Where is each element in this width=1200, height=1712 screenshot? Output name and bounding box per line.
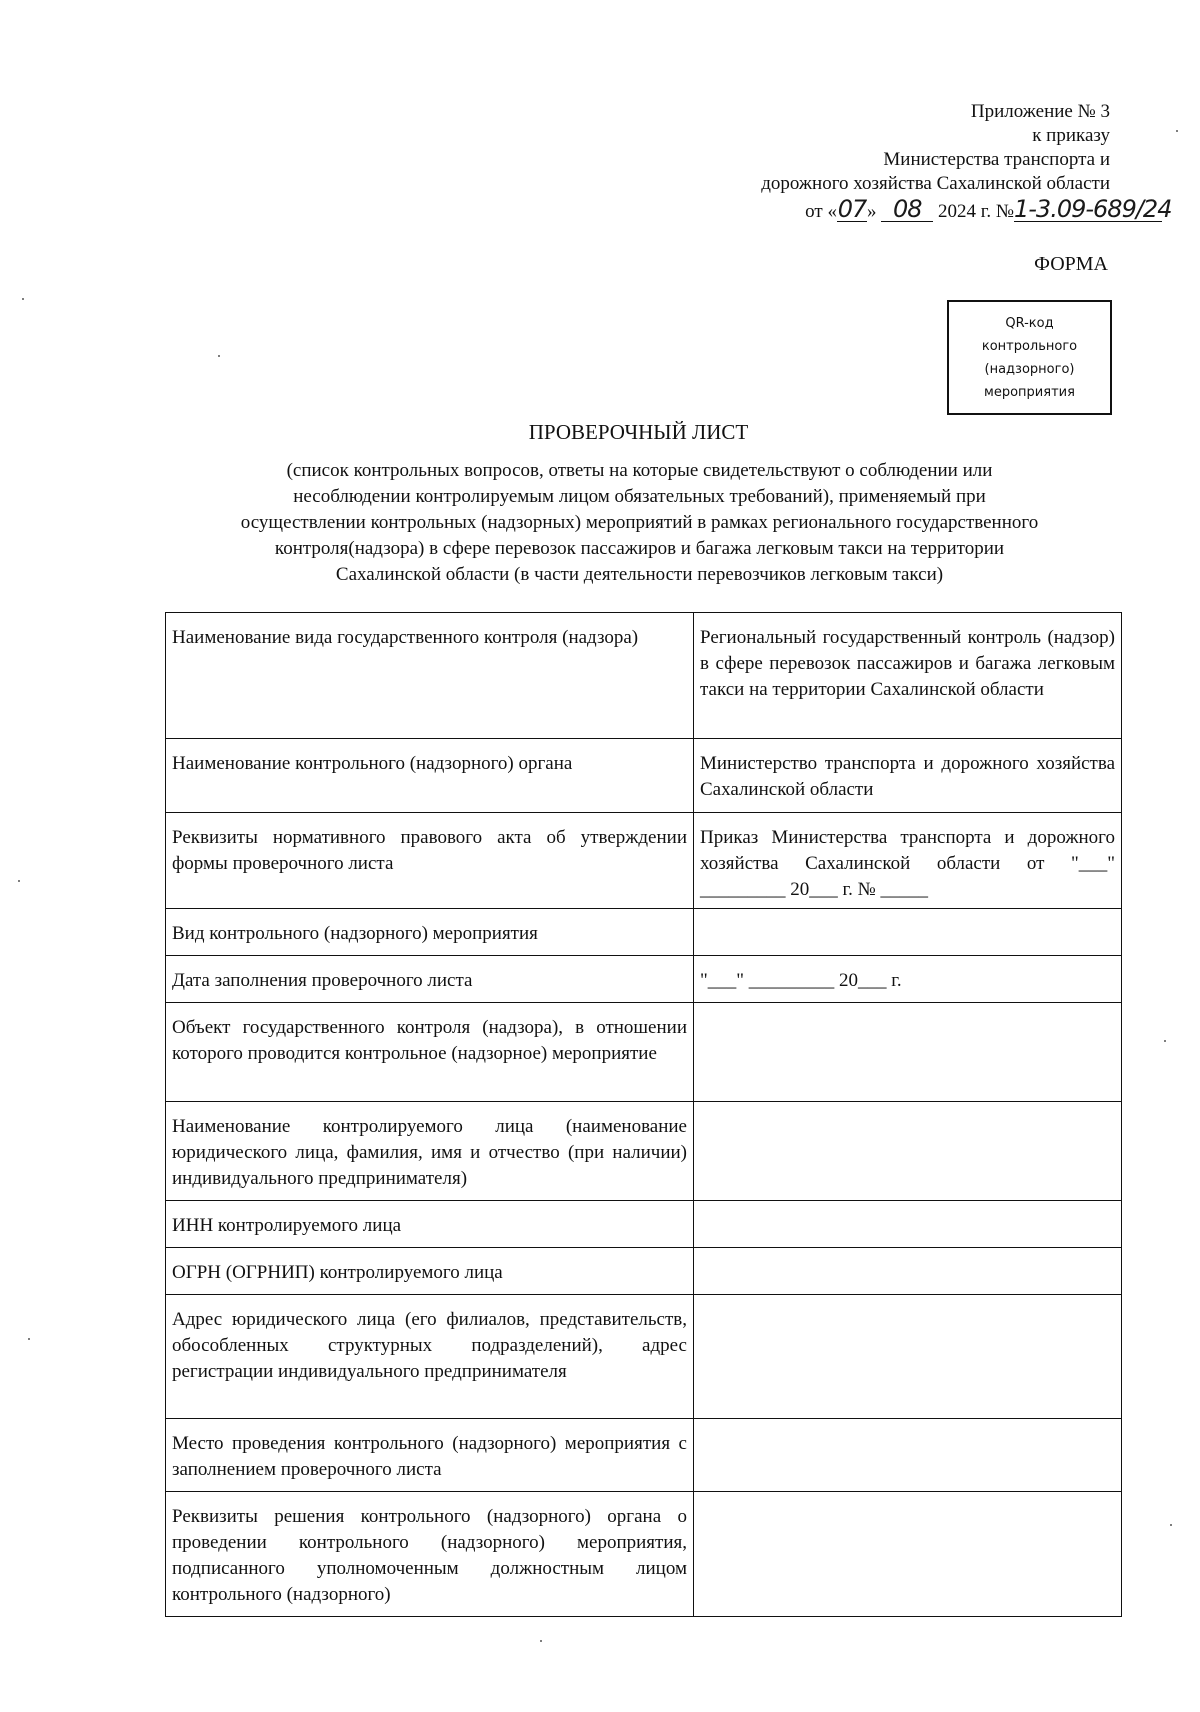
row-value (694, 1201, 1122, 1248)
row-value (694, 1419, 1122, 1492)
date-day-handwritten: 07 (837, 195, 867, 223)
table-row (166, 1102, 1122, 1201)
scan-speck (1170, 1524, 1172, 1526)
date-year: 2024 г. № (937, 201, 1014, 222)
table-row (166, 909, 1122, 956)
row-label: ИНН контролируемого лица (166, 1201, 694, 1248)
row-value: Региональный государственный контроль (надзор) в сфере перевозок пассажиров и багажа легковым такси на территории Сахалинской области (694, 613, 1122, 739)
date-month-handwritten: 08 (881, 197, 933, 222)
row-label: Дата заполнения проверочного листа (166, 956, 694, 1003)
table-row (166, 1492, 1122, 1617)
table-row (166, 813, 1122, 909)
form-label: ФОРМА (1034, 253, 1108, 275)
date-prefix: от « (805, 201, 837, 222)
header-line-department: дорожного хозяйства Сахалинской области (761, 173, 1110, 194)
date-mid: » (866, 201, 877, 222)
row-value (694, 1102, 1122, 1201)
scan-speck (28, 1338, 30, 1340)
qr-box-line: (надзорного) (984, 361, 1075, 377)
row-value: Приказ Министерства транспорта и дорожного хозяйства Сахалинской области от "___" _________ 20___ г. № _____ (694, 813, 1122, 909)
row-label: Реквизиты решения контрольного (надзорного) органа о проведении контрольного (надзорного) мероприятия, подписанного уполномоченным должностным лицом контрольного (надзорного) (166, 1492, 694, 1617)
scan-speck (218, 355, 220, 357)
document-title: ПРОВЕРОЧНЫЙ ЛИСТ (528, 420, 749, 444)
table-row (166, 1295, 1122, 1419)
scan-speck (18, 880, 20, 882)
scan-speck (1164, 1040, 1166, 1042)
header-line-appendix: Приложение № 3 (970, 101, 1110, 122)
table-row (166, 739, 1122, 813)
subtitle-line: несоблюдении контролируемым лицом обязательных требований), применяемый при (293, 486, 986, 507)
table-row (166, 1248, 1122, 1295)
table-row (166, 1201, 1122, 1248)
subtitle-line: Сахалинской области (в части деятельности перевозчиков легковым такси) (335, 564, 944, 585)
row-value (694, 1295, 1122, 1419)
document-subtitle (160, 458, 1119, 588)
row-label: Адрес юридического лица (его филиалов, представительств, обособленных структурных подразделений), адрес регистрации индивидуального предпринимателя (166, 1295, 694, 1419)
row-label: Реквизиты нормативного правового акта об утверждении формы проверочного листа (166, 813, 694, 909)
order-number-handwritten: 1-3.09-689/24 (1014, 195, 1172, 223)
row-label: Объект государственного контроля (надзора), в отношении которого проводится контрольное (надзорное) мероприятие (166, 1003, 694, 1102)
row-label: Наименование контролируемого лица (наименование юридического лица, фамилия, имя и отчество (при наличии) индивидуального предпринимателя) (166, 1102, 694, 1201)
header-line-ministry: Министерства транспорта и (883, 149, 1110, 170)
row-label: ОГРН (ОГРНИП) контролируемого лица (166, 1248, 694, 1295)
table-row (166, 1419, 1122, 1492)
row-value (694, 1248, 1122, 1295)
scan-speck (540, 1640, 542, 1642)
row-label: Наименование контрольного (надзорного) органа (166, 739, 694, 813)
qr-box-line: мероприятия (984, 384, 1075, 400)
subtitle-line: (список контрольных вопросов, ответы на которые свидетельствуют о соблюдении или (286, 460, 993, 481)
row-value (694, 1492, 1122, 1617)
row-value: Министерство транспорта и дорожного хозяйства Сахалинской области (694, 739, 1122, 813)
row-value: "___" _________ 20___ г. (694, 956, 1122, 1003)
header-line-to-order: к приказу (1032, 125, 1110, 146)
subtitle-line: контроля(надзора) в сфере перевозок пассажиров и багажа легковым такси на территории (274, 538, 1005, 559)
subtitle-line: осуществлении контрольных (надзорных) мероприятий в рамках регионального государственного (240, 512, 1039, 533)
row-label: Место проведения контрольного (надзорного) мероприятия с заполнением проверочного листа (166, 1419, 694, 1492)
checklist-info-table (165, 612, 1122, 1617)
row-label: Вид контрольного (надзорного) мероприятия (166, 909, 694, 956)
table-row (166, 956, 1122, 1003)
row-value (694, 1003, 1122, 1102)
scan-speck (1176, 130, 1178, 132)
qr-box-line: QR-код (1005, 315, 1054, 331)
scan-speck (22, 298, 24, 300)
qr-box-line: контрольного (981, 338, 1078, 354)
qr-code-placeholder (947, 300, 1112, 415)
row-label: Наименование вида государственного контроля (надзора) (166, 613, 694, 739)
table-row (166, 613, 1122, 739)
row-value (694, 909, 1122, 956)
header-date-line (805, 195, 1172, 224)
table-row (166, 1003, 1122, 1102)
